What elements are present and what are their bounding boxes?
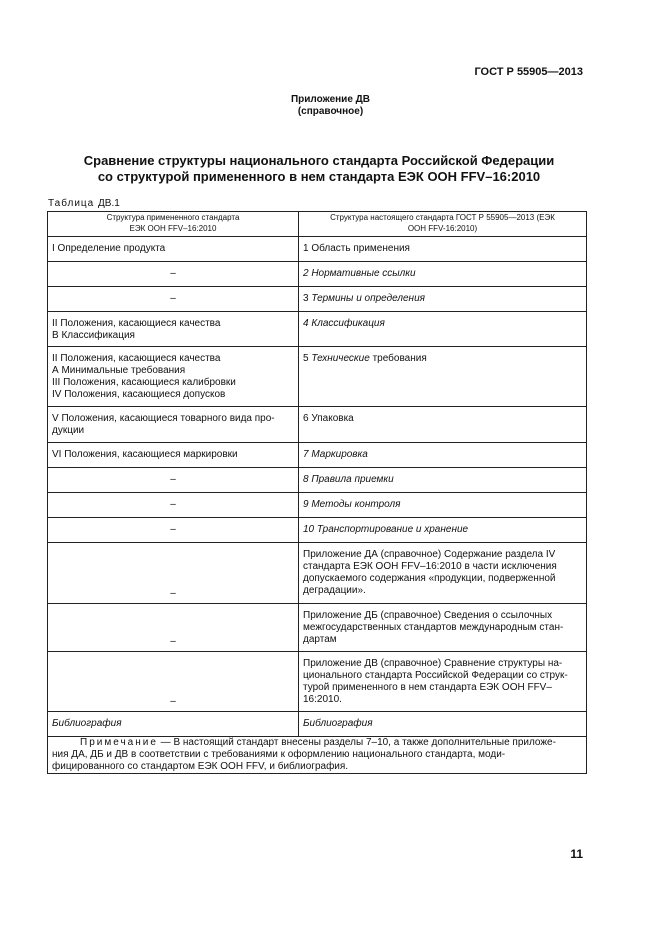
col1-cell: – [48,652,299,712]
col1-cell [48,407,299,443]
section-title: Термины и определения [311,293,425,304]
col2-cell [299,347,587,407]
comparison-table [47,211,587,774]
cell-line: Приложение ДА (справочное) Содержание раздела IV [303,549,556,560]
col1-header-line-1: Структура примененного стандарта [106,213,240,222]
col2-header-line-1: Структура настоящего стандарта ГОСТ Р 55905—2013 (ЕЭК [330,213,555,222]
table-row [48,468,587,493]
appendix-subtitle: (справочное) [297,106,364,117]
table-row [48,443,587,468]
col2-cell: 2 Нормативные ссылки [299,262,587,287]
note-line: фицированного со стандартом ЕЭК ООН FFV, и библиография. [52,761,349,772]
cell-line: III Положения, касающиеся калибровки [52,377,236,388]
table-row [48,312,587,347]
col1-header [48,212,299,237]
page-title-line-2: со структурой примененного в нем стандарта ЕЭК ООН FFV–16:2010 [97,169,541,184]
col2-header-line-2: ООН FFV-16:2010) [407,224,478,233]
col1-cell: – [48,468,299,493]
col2-cell [299,287,587,312]
cell-line: IV Положения, касающиеся допусков [52,389,226,400]
section-title-italic: Технические [311,353,370,364]
table-label-number: ДВ.1 [98,198,120,209]
col2-cell [299,604,587,652]
page-title [0,153,638,185]
table-note-row [48,737,587,774]
cell-line: стандарта ЕЭК ООН FFV–16:2010 в части исключения [303,561,557,572]
section-number: 3 [303,293,309,304]
note-line [52,737,582,749]
note-text-1: — В настоящий стандарт внесены разделы 7–10, а также дополнительные приложе- [160,737,556,748]
col2-cell: 8 Правила приемки [299,468,587,493]
col2-cell: 10 Транспортирование и хранение [299,518,587,543]
col2-cell: 9 Методы контроля [299,493,587,518]
col1-header-line-2: ЕЭК ООН FFV–16:2010 [129,224,217,233]
note-line: ния ДА, ДБ и ДВ в соответствии с требованиями к оформлению национального стандарта, моди- [52,749,506,760]
cell-line: деградации». [303,585,366,596]
cell-line: В Классификация [52,330,135,341]
cell-line: ционального стандарта Российской Федерации со струк- [303,670,568,681]
table-label-word: Таблица [48,198,95,209]
section-title-rest: требования [372,353,427,364]
col1-cell: – [48,493,299,518]
table-row [48,287,587,312]
cell-line: V Положения, касающиеся товарного вида про- [52,413,275,424]
col2-cell [299,652,587,712]
col1-cell: VI Положения, касающиеся маркировки [48,443,299,468]
table-row [48,237,587,262]
col1-cell: – [48,262,299,287]
page-title-line-1: Сравнение структуры национального стандарта Российской Федерации [83,153,555,168]
table-row [48,604,587,652]
col2-cell: Библиография [299,712,587,737]
col2-cell: 4 Классификация [299,312,587,347]
col1-cell [48,312,299,347]
cell-line: дукции [52,425,85,436]
cell-line: 16:2010. [303,694,342,705]
note-label: Примечание [80,737,158,748]
col2-cell [299,543,587,604]
cell-line: турой примененного в нем стандарта ЕЭК ООН FFV– [303,682,552,693]
cell-line: Приложение ДВ (справочное) Сравнение структуры на- [303,658,563,669]
col2-cell: 1 Область применения [299,237,587,262]
table-header-row [48,212,587,237]
cell-line: межгосударственных стандартов международным стан- [303,622,564,633]
table-label [48,198,120,209]
table-row [48,347,587,407]
col1-cell: I Определение продукта [48,237,299,262]
document-code: ГОСТ Р 55905—2013 [474,66,583,78]
page-number: 11 [570,847,583,861]
cell-line: А Минимальные требования [52,365,186,376]
table-row [48,652,587,712]
table-row [48,407,587,443]
appendix-heading [0,94,661,118]
col1-cell: Библиография [48,712,299,737]
cell-line: II Положения, касающиеся качества [52,318,221,329]
table-note [48,737,587,774]
section-number: 5 [303,353,309,364]
table-row [48,262,587,287]
cell-line: допускаемого содержания «продукции, подверженной [303,573,556,584]
col2-cell: 6 Упаковка [299,407,587,443]
col1-cell: – [48,604,299,652]
col1-cell [48,347,299,407]
table-row [48,712,587,737]
col2-header [299,212,587,237]
col1-cell: – [48,287,299,312]
cell-line: Приложение ДБ (справочное) Сведения о ссылочных [303,610,553,621]
table-row [48,493,587,518]
cell-line: II Положения, касающиеся качества [52,353,221,364]
table-row [48,518,587,543]
cell-line: дартам [303,634,337,645]
table-row [48,543,587,604]
col2-cell: 7 Маркировка [299,443,587,468]
col1-cell: – [48,518,299,543]
appendix-title: Приложение ДВ [290,94,371,105]
col1-cell: – [48,543,299,604]
